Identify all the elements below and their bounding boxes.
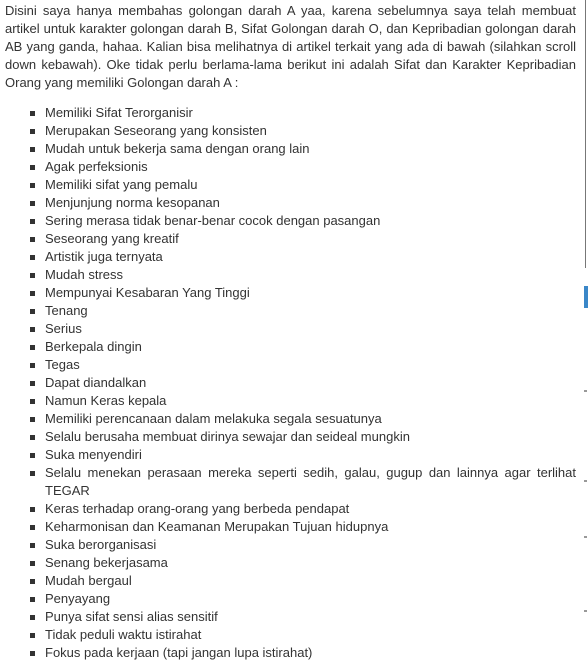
sidebar-edge-mark — [584, 536, 587, 538]
sidebar-edge-mark — [584, 390, 587, 392]
traits-list — [5, 104, 576, 662]
trait-list-item: Fokus pada kerjaan (tapi jangan lupa istirahat) — [45, 644, 576, 662]
trait-list-item: Mudah bergaul — [45, 572, 576, 590]
trait-list-item: Seseorang yang kreatif — [45, 230, 576, 248]
trait-list-item: Sering merasa tidak benar-benar cocok dengan pasangan — [45, 212, 576, 230]
trait-list-item: Merupakan Seseorang yang konsisten — [45, 122, 576, 140]
trait-list-item: Selalu menekan perasaan mereka seperti sedih, galau, gugup dan lainnya agar terlihat TEGAR — [45, 465, 576, 498]
trait-list-item: Suka menyendiri — [45, 446, 576, 464]
trait-list-item: Keras terhadap orang-orang yang berbeda pendapat — [45, 500, 576, 518]
trait-list-item: Selalu berusaha membuat dirinya sewajar dan seideal mungkin — [45, 428, 576, 446]
trait-list-item: Senang bekerjasama — [45, 554, 576, 572]
trait-list-item: Memiliki sifat yang pemalu — [45, 176, 576, 194]
trait-list-item: Serius — [45, 320, 576, 338]
sidebar-edge-mark — [584, 480, 587, 482]
trait-list-item: Agak perfeksionis — [45, 158, 576, 176]
trait-list-item: Suka berorganisasi — [45, 536, 576, 554]
trait-list-item: Tenang — [45, 302, 576, 320]
trait-list-item: Mudah stress — [45, 266, 576, 284]
trait-list-item: Memiliki Sifat Terorganisir — [45, 104, 576, 122]
sidebar-edge-mark — [584, 610, 587, 612]
trait-list-item: Keharmonisan dan Keamanan Merupakan Tujuan hidupnya — [45, 518, 576, 536]
trait-list-item: Menjunjung norma kesopanan — [45, 194, 576, 212]
article-body — [5, 2, 576, 662]
trait-list-item: Namun Keras kepala — [45, 392, 576, 410]
trait-list-item: Tidak peduli waktu istirahat — [45, 626, 576, 644]
trait-list-item: Memiliki perencanaan dalam melakuka segala sesuatunya — [45, 410, 576, 428]
trait-list-item: Berkepala dingin — [45, 338, 576, 356]
trait-list-item: Punya sifat sensi alias sensitif — [45, 608, 576, 626]
trait-list-item: Mempunyai Kesabaran Yang Tinggi — [45, 284, 576, 302]
trait-list-item: Tegas — [45, 356, 576, 374]
sidebar-edge-border — [585, 0, 586, 268]
trait-list-item: Artistik juga ternyata — [45, 248, 576, 266]
intro-paragraph: Disini saya hanya membahas golongan darah A yaa, karena sebelumnya saya telah membuat artikel untuk karakter golongan darah B, Sifat Golongan darah O, dan Kepribadian golongan darah AB yang ganda, hahaa. Kalian bisa melihatnya di artikel terkait yang ada di bawah (silahkan scroll down kebawah). Oke tidak perlu berlama-lama berikut ini adalah Sifat dan Karakter Kepribadian Orang yang memiliki Golongan darah A : — [5, 3, 576, 90]
sidebar-edge-block — [584, 286, 588, 308]
trait-list-item: Dapat diandalkan — [45, 374, 576, 392]
trait-list-item: Mudah untuk bekerja sama dengan orang lain — [45, 140, 576, 158]
trait-list-item: Penyayang — [45, 590, 576, 608]
